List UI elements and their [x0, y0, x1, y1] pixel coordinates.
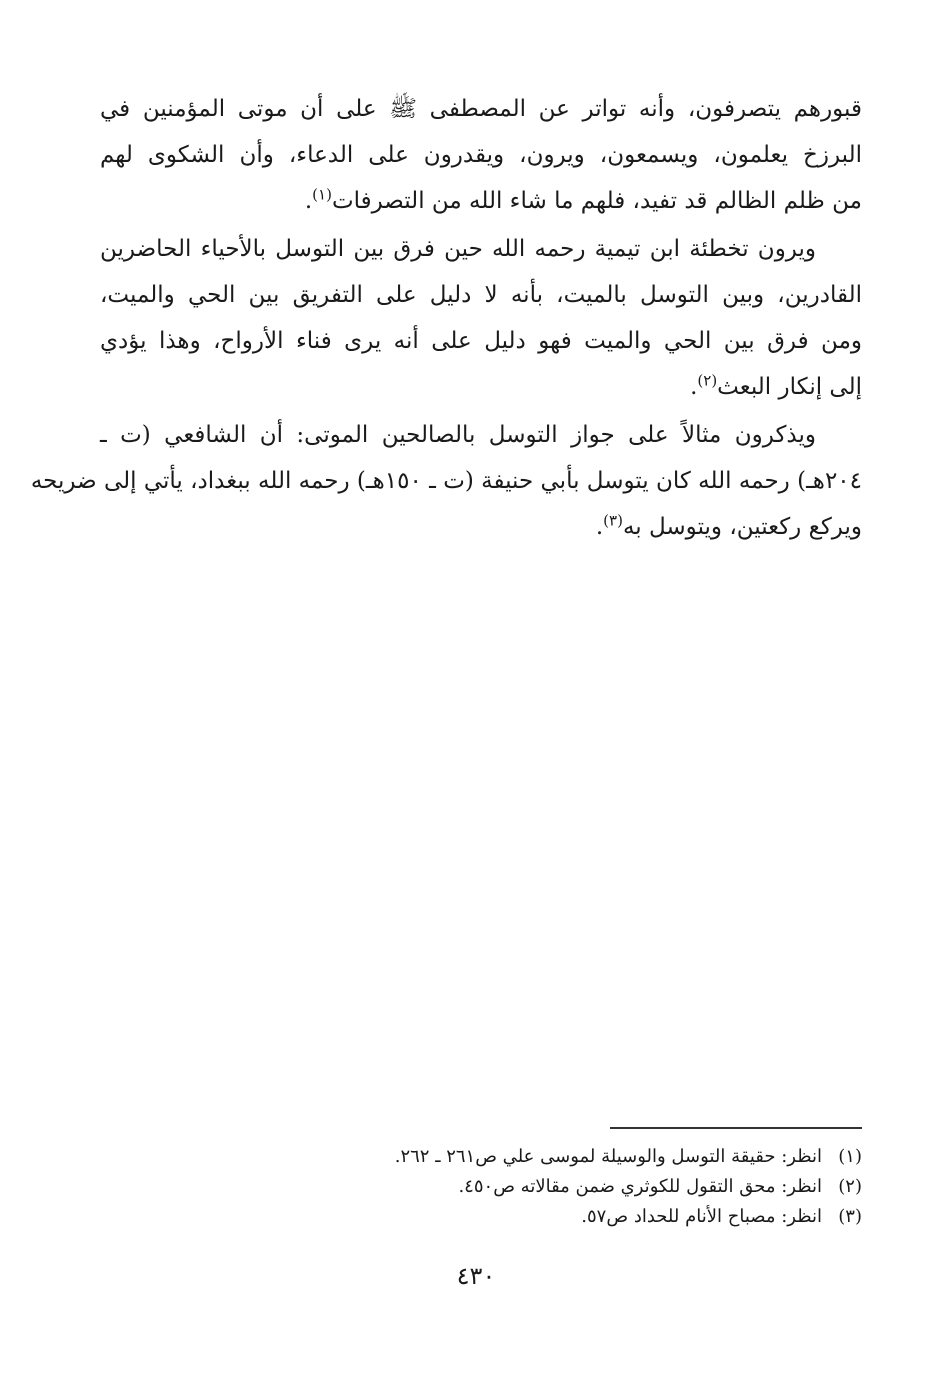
paragraph-line-text: ويركع ركعتين، ويتوسل به: [622, 514, 862, 540]
paragraph-1: [100, 86, 862, 224]
paragraph-line-last: [100, 178, 862, 224]
paragraph-line: البرزخ يعلمون، ويسمعون، ويرون، ويقدرون على الدعاء، وأن الشكوى لهم: [100, 142, 862, 168]
footnote-number: (٢): [838, 1176, 862, 1197]
paragraph-line-last: [100, 504, 862, 550]
footnote-marker-1[interactable]: (١): [312, 185, 332, 204]
paragraph-3: [30, 412, 862, 550]
paragraph-line-last: [100, 364, 862, 410]
paragraph-line: قبورهم يتصرفون، وأنه تواتر عن المصطفى ﷺ على أن موتى المؤمنين في: [100, 96, 862, 122]
footnote-text: انظر: محق التقول للكوثري ضمن مقالاته ص٤٥٠.: [458, 1176, 822, 1197]
footnote-2: [300, 1172, 862, 1202]
paragraph-line-text: من ظلم الظالم قد تفيد، فلهم ما شاء الله من التصرفات: [331, 188, 862, 214]
footnote-number: (٣): [838, 1206, 862, 1227]
main-text: [30, 86, 862, 552]
end-punctuation: .: [595, 514, 604, 540]
footnote-marker-2[interactable]: (٢): [697, 371, 718, 390]
paragraph-line: ويذكرون مثالاً على جواز التوسل بالصالحين الموتى: أن الشافعي (ت ـ: [100, 422, 816, 448]
paragraph-line: ويرون تخطئة ابن تيمية رحمه الله حين فرق بين التوسل بالأحياء الحاضرين: [100, 236, 816, 262]
paragraph-line: القادرين، وبين التوسل بالميت، بأنه لا دليل على التفريق بين الحي والميت،: [100, 282, 862, 308]
footnote-number: (١): [838, 1146, 862, 1167]
paragraph-2: [100, 226, 862, 410]
footnote-1: [300, 1142, 862, 1172]
footnote-separator: [610, 1127, 862, 1129]
paragraph-line: ومن فرق بين الحي والميت فهو دليل على أنه يرى فناء الأرواح، وهذا يؤدي: [100, 328, 862, 354]
paragraph-line-text: إلى إنكار البعث: [717, 374, 862, 400]
footnote-text: انظر: مصباح الأنام للحداد ص٥٧.: [581, 1206, 822, 1227]
paragraph-line: ٢٠٤هـ) رحمه الله كان يتوسل بأبي حنيفة (ت ـ ١٥٠هـ) رحمه الله ببغداد، يأتي إلى ضريحه: [30, 468, 862, 494]
page-number: ٤٣٠: [456, 1262, 496, 1290]
footnotes-section: [300, 1142, 862, 1232]
footnote-text: انظر: حقيقة التوسل والوسيلة لموسى علي ص٢٦١ ـ ٢٦٢.: [394, 1146, 822, 1167]
footnote-marker-3[interactable]: (٣): [603, 511, 623, 530]
end-punctuation: .: [690, 374, 698, 400]
footnote-3: [300, 1202, 862, 1232]
end-punctuation: .: [304, 188, 313, 214]
